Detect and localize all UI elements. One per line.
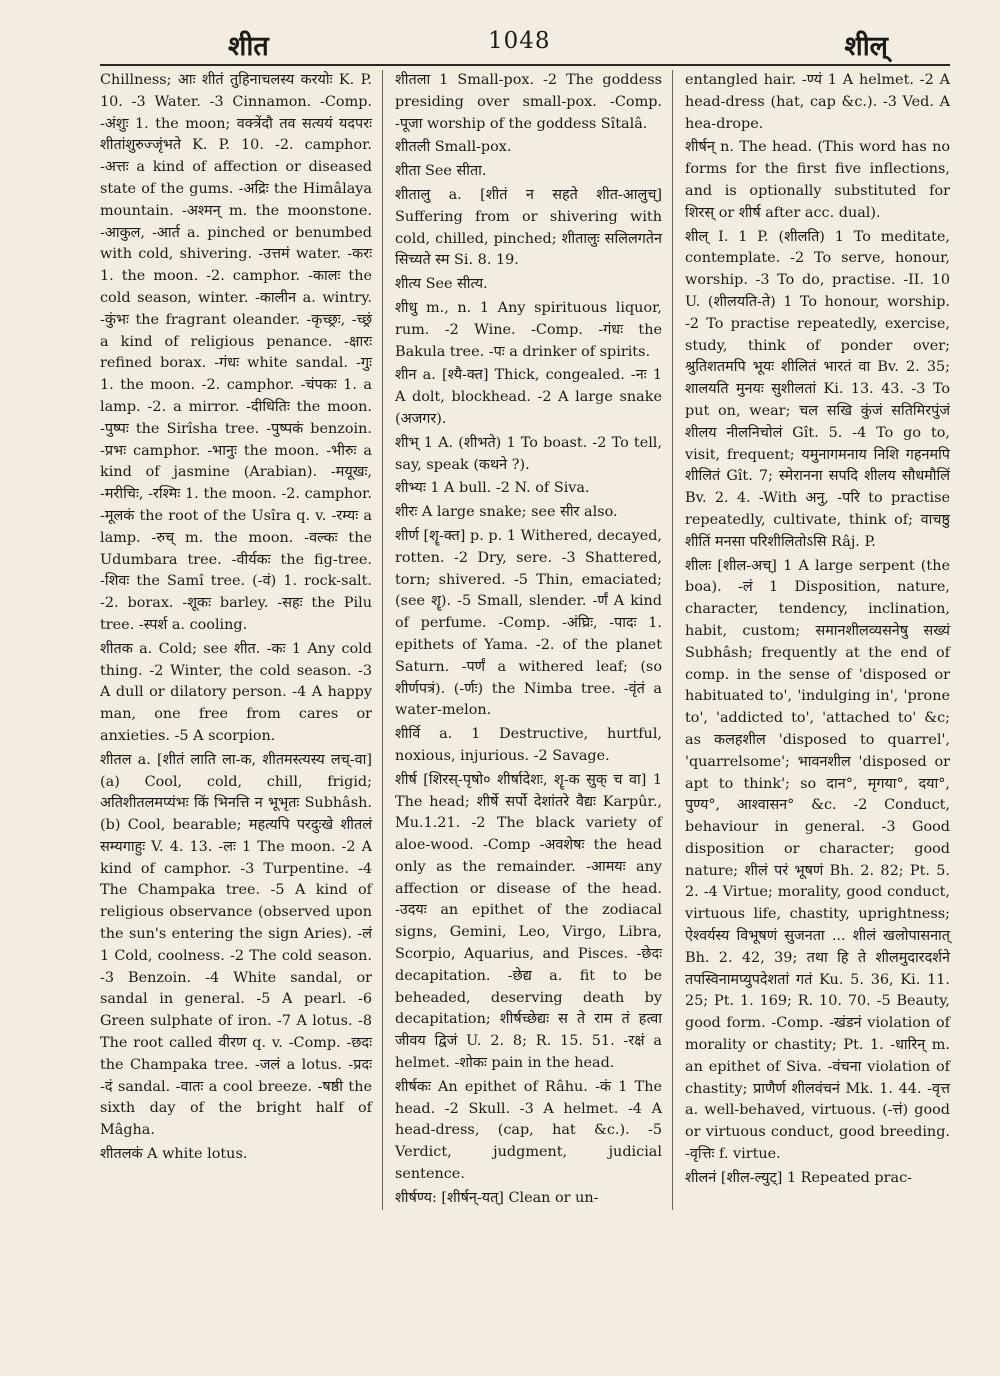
entry-paragraph: शीन a. [श्यै-क्त] Thick, congealed. -नः 1 A dolt, blockhead. -2 A large snake (अजगर). <box>395 367 662 427</box>
right-guide-word: शील् <box>844 31 888 62</box>
entry-paragraph: entangled hair. -ण्यं 1 A helmet. -2 A head-dress (hat, cap &c.). -3 Ved. A hea-drope. <box>685 72 950 132</box>
text-columns <box>100 70 950 1210</box>
entry-paragraph: शीर्वि a. 1 Destructive, hurtful, noxious, injurious. -2 Savage. <box>395 726 662 764</box>
entry-paragraph: शीर्ष [शिरस्-पृषो० शीर्षादेशः, शॄ-क सुक् च वा] 1 The head; शीर्षे सर्पो देशांतरे वैद्यः Karpûr., Mu.1.21. -2 The black variety of aloe-wood. -Comp -अवशेषः the head only as the remainder. -आमयः any affection or disease of the head. -उदयः an epithet of the zodiacal signs, Gemini, Leo, Virgo, Libra, Scorpio, Aquarius, and Pisces. -छेदः decapitation. -छेद्य a. fit to be beheaded, deserving death by decapitation; शीर्षच्छेद्यः स ते राम तं हत्वा जीवय द्विजं U. 2. 8; R. 15. 51. -रक्षं a helmet. -शोकः pain in the head. <box>395 771 662 1072</box>
entry-paragraph: शीभ्यः 1 A bull. -2 N. of Siva. <box>395 480 590 497</box>
entry-paragraph: शीतालु a. [शीतं न सहते शीत-आलुच्] Suffering from or shivering with cold, chilled, pinched; शीतालुः सलिलगतेन सिच्यते स्म Si. 8. 19. <box>395 186 662 269</box>
entry-paragraph: शीर्षकः An epithet of Râhu. -कं 1 The head. -2 Skull. -3 A helmet. -4 A head-dress, (cap, hat &c.). -5 Verdict, judgment, judicial sentence. <box>395 1078 662 1183</box>
entry-paragraph: शीर्ण [शॄ-क्त] p. p. 1 Withered, decayed, rotten. -2 Dry, sere. -3 Shattered, torn; shivered. -5 Thin, emaciated; (see शॄ). -5 Small, slender. -र्णं A kind of perfume. -Comp. -अंघ्रिः, -पादः 1. epithets of Yama. -2. of the planet Saturn. -पर्णं a withered leaf; (so शीर्णपत्रं). (-र्णः) the Nimba tree. -वृंतं a water-melon. <box>395 527 662 719</box>
entry-paragraph: शील् I. 1 P. (शीलति) 1 To meditate, contemplate. -2 To serve, honour, worship. -3 To do, practise. -II. 10 U. (शीलयति-ते) 1 To honour, worship. -2 To practise repeatedly, exercise, study, think of ponder over; श्रुतिशतमपि भूयः शीलितं भारतं वा Bv. 2. 35; शालयति मुनयः सुशीलतां Ki. 13. 43. -3 To put on, wear; चल सखि कुंजं सतिमिरपुंजं शीलय नीलनिचोलं Gît. 5. -4 To go to, visit, frequent; यमुनागमनाय निशि गहनमपि शीलितं Gît. 7; स्मेरानना सपदि शीलय सौधमौलिं Bv. 2. 4. -With अनु, -परि to practise repeatedly, cultivate, think of; वाचष्ठु शीतिं मनसा परिशीलितोऽसि Râj. P. <box>685 228 950 550</box>
entry-paragraph: शीतक a. Cold; see शीत. -कः 1 Any cold thing. -2 Winter, the cold season. -3 A dull or dilatory person. -4 A happy man, one free from cares or anxieties. -5 A scorpion. <box>100 640 372 744</box>
entry-paragraph: शीलः [शील-अच्] 1 A large serpent (the boa). -लं 1 Disposition, nature, character, tendency, inclination, habit, custom; समानशीलव्यसनेषु सख्यं Subhâsh; frequently at the end of comp. in the sense of 'disposed or habituated to', 'indulging in', 'prone to', 'addicted to', 'attached to' &c; as कलहशील 'disposed to quarrel', 'quarrelsome'; भावनशील 'disposed or apt to think'; so दान°, मृगया°, दया°, पुण्य°, आश्वासन° &c. -2 Conduct, behaviour in general. -3 Good disposition or character; good nature; शीलं परं भूषणं Bh. 2. 82; Pt. 5. 2. -4 Virtue; morality, good conduct, virtuous life, chastity, uprightness; ऐश्वर्यस्य विभूषणं सुजनता ... शीलं खलोपासनात् Bh. 2. 42, 39; तथा हि ते शीलमुदारदर्शने तपस्विनामप्युपदेशतां गतं Ku. 5. 36, Ki. 11. 25; Pt. 1. 169; R. 10. 70. -5 Beauty, good form. -Comp. -खंडनं violation of morality or chastity; Pt. 1. -धारिन् m. an epithet of Siva. -वंचना violation of chastity; प्राणैर्ण शीलवंचनं Mk. 1. 44. -वृत्त a. well-behaved, virtuous. (-त्तं) good or virtuous conduct, good breeding. -वृत्तिः f. virtue. <box>685 557 950 1163</box>
column-1 <box>100 70 382 1210</box>
column-3 <box>672 70 950 1210</box>
entry-paragraph: शीतल a. [शीतं लाति ला-क, शीतमस्त्यस्य लच्-वा] (a) Cool, cold, chill, frigid; अतिशीतलमप्यंभः किं भिनत्ति न भूभृतः Subhâsh. (b) Cool, bearable; महत्यपि परदुःखे शीतलं सम्यगाहुः V. 4. 13. -लः 1 The moon. -2 A kind of camphor. -3 Turpentine. -4 The Champaka tree. -5 A kind of religious observance (observed upon the sun's entering the sign Aries). -लं 1 Cold, coolness. -2 The cold season. -3 Benzoin. -4 White sandal, or sandal in general. -5 A pearl. -6 Green sulphate of iron. -7 A lotus. -8 The root called वीरण q. v. -Comp. -छदः the Champaka tree. -जलं a lotus. -प्रदः -दं sandal. -वातः a cool breeze. -षष्ठी the sixth day of the bright half of Mâgha. <box>100 751 372 1139</box>
column-2 <box>382 70 672 1210</box>
entry-paragraph: शीर्षन् n. The head. (This word has no forms for the first five inflections, and is optionally substituted for शिरस् or शीर्ष after acc. dual). <box>685 139 950 221</box>
entry-paragraph: Chillness; आः शीतं तुहिनाचलस्य करयोः K. P. 10. -3 Water. -3 Cinnamon. -Comp. -अंशुः 1. the moon; वक्त्रेंदौ तव सत्ययं यदपरः शीतांशुरुज्जृंभते K. P. 10. -2. camphor. -अत्तः a kind of affection or diseased state of the gums. -अद्रिः the Himâlaya mountain. -अश्मन् m. the moonstone. -आकुल, -आर्त a. pinched or benumbed with cold, shivering. -उत्तमं water. -करः 1. the moon. -2. camphor. -कालः the cold season, winter. -कालीन a. wintry. -कुंभः the fragrant oleander. -कृच्छ्रः, -च्छ्रं a kind of religious penance. -क्षारः refined borax. -गंधः white sandal. -गुः 1. the moon. -2. camphor. -चंपकः 1. a lamp. -2. a mirror. -दीधितिः the moon. -पुष्पः the Sirîsha tree. -पुष्पकं benzoin. -प्रभः camphor. -भानुः the moon. -भीरुः a kind of jasmine (Arabian). -मयूखः, -मरीचिः, -रश्मिः 1. the moon. -2. camphor. -मूलकं the root of the Usîra q. v. -रम्यः a lamp. -रुच् m. the moon. -वल्कः the Udumbara tree. -वीर्यकः the fig-tree. -शिवः the Samî tree. (-वं) 1. rock-salt. -2. borax. -शूकः barley. -सहः the Pilu tree. -स्पर्श a. cooling. <box>100 72 372 633</box>
entry-paragraph: शीलनं [शील-ल्युट्] 1 Repeated prac- <box>685 1169 913 1186</box>
page-header <box>100 26 950 64</box>
entry-paragraph: शीर्षण्य: [शीर्षन्-यत्] Clean or un- <box>395 1189 599 1206</box>
page-number: 1048 <box>488 28 551 54</box>
entry-paragraph: शीतला 1 Small-pox. -2 The goddess presiding over small-pox. -Comp. -पूजा worship of the goddess Sîtalâ. <box>395 72 662 132</box>
entry-paragraph: शीतली Small-pox. <box>395 139 512 156</box>
entry-paragraph: शीधु m., n. 1 Any spirituous liquor, rum. -2 Wine. -Comp. -गंधः the Bakula tree. -पः a drinker of spirits. <box>395 299 662 360</box>
entry-paragraph: शीतलकं A white lotus. <box>100 1146 248 1163</box>
entry-paragraph: शीता See सीता. <box>395 163 487 180</box>
header-rule <box>100 64 950 66</box>
left-guide-word: शीत <box>228 31 269 62</box>
entry-paragraph: शीरः A large snake; see सीर also. <box>395 504 618 521</box>
entry-paragraph: शीत्य See सीत्य. <box>395 276 488 293</box>
entry-paragraph: शीभ् 1 A. (शीभते) 1 To boast. -2 To tell, say, speak (कथने ?). <box>395 434 662 473</box>
